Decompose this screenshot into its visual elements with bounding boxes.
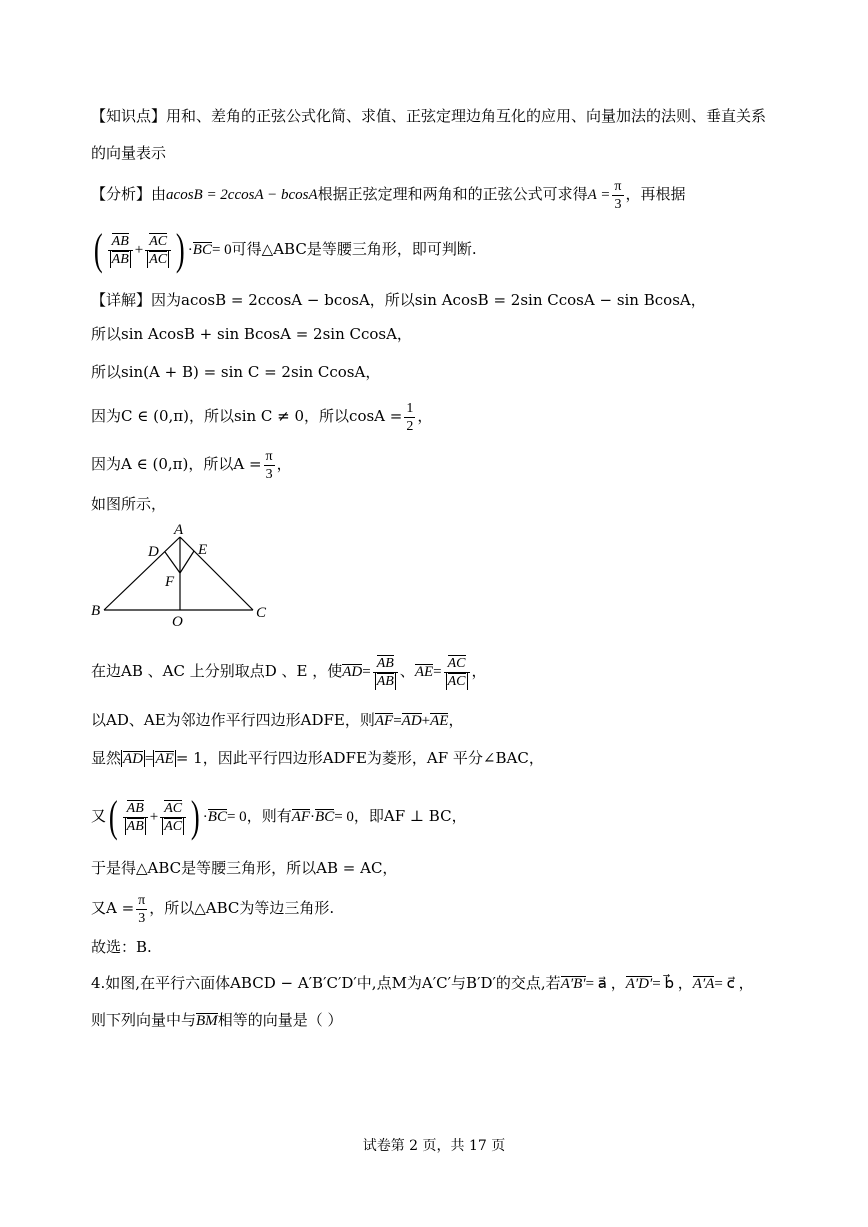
label-b: B <box>91 603 101 619</box>
plus: + <box>134 242 144 258</box>
dot: · <box>310 809 316 825</box>
detail-line-9 <box>91 748 544 769</box>
vec-bc: BC <box>192 242 212 258</box>
analysis-t2: 根据正弦定理和两角和的正弦公式可求得 <box>317 185 588 203</box>
eq0: = 0 <box>334 809 354 825</box>
detail-l4-frac <box>404 400 415 435</box>
q4-r3: = c⃗ ， <box>714 976 754 992</box>
plus: + <box>149 809 159 825</box>
vec-ab: AB <box>126 800 144 816</box>
frac-ac <box>160 800 186 835</box>
vec-bc: BC <box>207 809 227 825</box>
vec-a1a: A′A <box>692 976 715 992</box>
frac-ab <box>123 800 148 835</box>
detail-l1: 因为acosB = 2ccosA − bcosA，所以sin AcosB = 2sin CcosA − sin BcosA， <box>151 291 706 309</box>
detail-l10a: 又 <box>91 807 107 825</box>
frac-ac-unit <box>444 655 470 690</box>
detail-l4b: ， <box>417 407 433 425</box>
vec-ad-abs: AD <box>123 751 144 767</box>
q4-line-2 <box>91 1010 342 1030</box>
page-footer: 试卷第 2 页，共 17 页 <box>362 1138 506 1154</box>
detail-l4a: 因为C ∈ (0,π)，所以sin C ≠ 0，所以cosA = <box>91 407 403 425</box>
vec-bm: BM <box>196 1013 218 1029</box>
detail-l5a: 因为A ∈ (0,π)，所以A = <box>91 455 262 473</box>
knowledge-text: 用和、差角的正弦公式化简、求值、正弦定理边角互化的应用、向量加法的法则、垂直关系 <box>166 107 767 125</box>
vec-ac-abs: AC <box>447 673 466 689</box>
paren-right: ) <box>191 792 200 841</box>
label-c: C <box>256 605 267 621</box>
detail-line-1 <box>91 290 706 310</box>
q4-r2: = b⃗ ， <box>652 976 693 992</box>
frac-den: 3 <box>138 910 146 926</box>
analysis-frac <box>612 178 623 213</box>
triangle-figure <box>88 520 288 635</box>
detail-line-7 <box>91 647 487 696</box>
vec-ac: AC <box>164 800 183 816</box>
analysis-line-1 <box>91 176 686 213</box>
detail-tag: 【详解】 <box>91 291 152 309</box>
frac-ab <box>108 233 133 268</box>
detail-line-3: 所以sin(A + B) = sin C = 2sin CcosA， <box>91 363 381 381</box>
analysis-line-2 <box>91 224 477 275</box>
detail-l10c: ，即AF ⊥ BC， <box>353 807 467 825</box>
frac-den: 3 <box>614 196 622 212</box>
frac-num: π <box>614 178 622 194</box>
analysis-tag: 【分析】 <box>91 185 152 203</box>
frac-den: 2 <box>406 418 414 434</box>
q4-l2b: 相等的向量是（ ） <box>217 1011 343 1029</box>
side-ac <box>180 537 253 610</box>
frac-num: π <box>265 448 273 464</box>
vec-ab: AB <box>376 655 394 671</box>
knowledge-tag: 【知识点】 <box>91 107 167 125</box>
plus: + <box>421 713 431 729</box>
detail-l10b: ，则有 <box>246 807 292 825</box>
knowledge-line-1 <box>91 106 766 126</box>
detail-line-5 <box>91 446 292 483</box>
detail-line-10 <box>91 791 467 842</box>
detail-line-8: 以AD、AE为邻边作平行四边形ADFE，则AF=AD+AE， <box>91 711 464 729</box>
detail-l8: 以AD、AE为邻边作平行四边形ADFE，则 <box>91 711 375 729</box>
paren-right: ) <box>176 225 185 274</box>
detail-l5-frac <box>264 448 275 483</box>
vec-a1d1: A′D′ <box>625 976 653 992</box>
frac-num: 1 <box>406 400 414 416</box>
q4-r1: = a⃗ ， <box>585 976 626 992</box>
vec-ac: AC <box>447 655 466 671</box>
vec-ac: AC <box>149 233 168 249</box>
q4-l2a: 则下列向量中与 <box>91 1011 197 1029</box>
q4-line-1 <box>91 973 754 994</box>
vec-ae: AE <box>414 664 434 680</box>
detail-l9b: = 1，因此平行四边形ADFE为菱形，AF 平分∠BAC， <box>175 749 544 767</box>
detail-l12a: 又A = <box>91 899 135 917</box>
vec-ad: AD <box>401 713 422 729</box>
vec-bc: BC <box>315 809 335 825</box>
label-a: A <box>174 522 184 538</box>
seg-df <box>165 552 180 573</box>
detail-line-4 <box>91 398 432 435</box>
detail-line-13: 故选：B. <box>91 938 152 956</box>
eq: = <box>145 751 154 767</box>
detail-l12-frac <box>136 892 147 927</box>
seg-ef <box>180 551 194 573</box>
vec-ab: AB <box>111 233 129 249</box>
vec-ae: AE <box>430 713 449 729</box>
vec-ac-abs: AC <box>164 818 183 834</box>
detail-line-6: 如图所示， <box>91 495 167 513</box>
detail-l7c: ， <box>471 662 487 680</box>
vec-ae-abs: AE <box>155 751 174 767</box>
detail-l7a: 在边AB 、AC 上分别取点D 、E ，使 <box>91 662 343 680</box>
paren-left: ( <box>93 225 103 274</box>
eq0: = 0 <box>211 242 232 258</box>
knowledge-line-2 <box>91 143 166 163</box>
frac-ac <box>145 233 171 268</box>
dot: · <box>187 242 193 258</box>
frac-ab-unit <box>373 655 398 690</box>
analysis-t3: ，再根据 <box>625 185 686 203</box>
label-d: D <box>148 544 159 560</box>
paren-left: ( <box>108 792 118 841</box>
vec-ad: AD <box>342 664 363 680</box>
analysis-eqA: A = <box>587 187 611 203</box>
eq: = <box>393 713 402 729</box>
vec-ac-abs: AC <box>149 251 168 267</box>
detail-line-2: 所以sin AcosB + sin BcosA = 2sin CcosA， <box>91 325 412 343</box>
dot: · <box>202 809 208 825</box>
label-e: E <box>198 542 208 558</box>
eq0: = 0 <box>226 809 247 825</box>
q4-l1a: 4.如图,在平行六面体ABCD − A′B′C′D′中,点M为A′C′与B′D′的交点,若 <box>91 974 561 992</box>
label-o: O <box>172 614 183 630</box>
vec-af: AF <box>374 713 394 729</box>
detail-line-12: 又A = $\frac{\pi}{3}$ ，所以△ABC为等边三角形. <box>91 892 335 926</box>
eq: = <box>433 664 442 680</box>
eq: = <box>362 664 371 680</box>
vec-ab-abs: AB <box>111 251 129 267</box>
detail-l9a: 显然 <box>91 749 122 767</box>
vec-af: AF <box>291 809 311 825</box>
detail-line-11: 于是得△ABC是等腰三角形，所以AB = AC， <box>91 859 398 877</box>
frac-den: 3 <box>265 466 273 482</box>
vec-ab-abs: AB <box>126 818 144 834</box>
vec-ab-abs: AB <box>376 673 394 689</box>
label-f: F <box>165 574 175 590</box>
analysis-t4: 可得△ABC是等腰三角形，即可判断. <box>231 240 477 258</box>
detail-l7b: 、 <box>399 662 415 680</box>
detail-l5b: ， <box>276 455 292 473</box>
analysis-eq1: acosB = 2ccosA − bcosA <box>166 187 318 203</box>
frac-num: π <box>138 892 146 908</box>
analysis-t1: 由 <box>151 185 167 203</box>
knowledge-text-2: 的向量表示 <box>91 144 167 162</box>
detail-l12b: 所以△ABC为等边三角形. <box>164 899 335 917</box>
vec-a1b1: A′B′ <box>560 976 586 992</box>
